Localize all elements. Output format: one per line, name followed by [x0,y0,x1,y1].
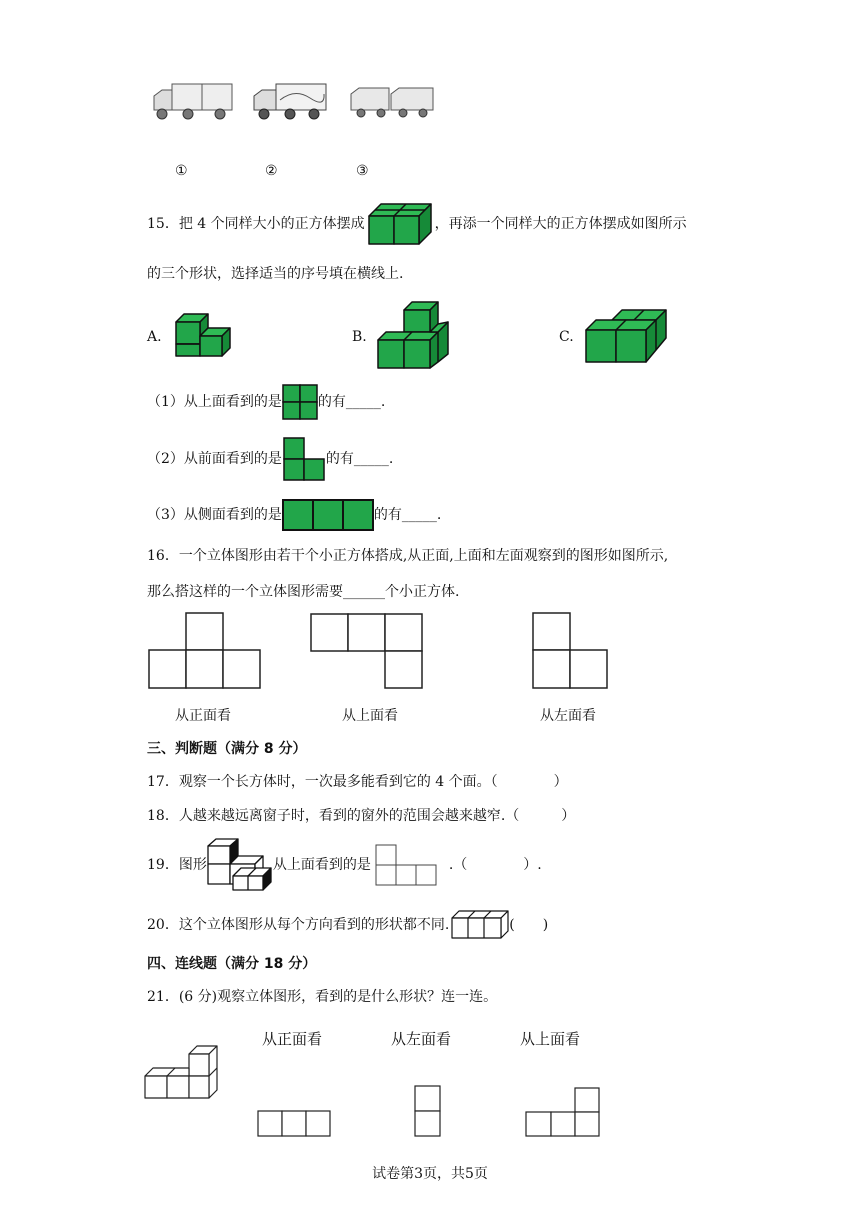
truck-label-3: ③ [356,163,369,179]
q19-mid: 从上面看到的是 [272,857,371,873]
q18: 18．人越来越远离窗子时，看到的窗外的范围会越来越窄.（ ） [147,808,576,824]
q15-top-view-figure [282,384,318,420]
q19-top-view-figure [375,843,439,887]
q15-sub3 [147,499,441,531]
q15-line1 [147,202,687,246]
q19-pre: 19．图形 [147,857,207,873]
q19 [147,838,542,892]
q21-header-top: 从上面看 [520,1030,581,1048]
q21-view-option-3[interactable] [525,1087,601,1137]
section-3-heading: 三、判断题（满分 8 分） [147,741,307,757]
q15-sub2-pre: （2）从前面看到的是 [147,451,282,467]
q15-option-b-figure [376,298,452,370]
q15-text1: 15．把 4 个同样大小的正方体摆成 [147,216,365,232]
q21-view-option-1[interactable] [257,1110,331,1138]
q21-header-left: 从左面看 [391,1030,452,1048]
truck-label-1: ① [175,163,188,179]
q15-text3: 的三个形状，选择适当的序号填在横线上. [147,266,404,282]
q16-caption-front: 从正面看 [175,708,231,724]
q21-text: 21．(6 分)观察立体图形，看到的是什么形状？连一连。 [147,989,498,1005]
q20-post: ( ) [509,917,549,933]
section-4-heading: 四、连线题（满分 18 分） [147,956,317,972]
q15-option-b-label: B. [352,329,367,345]
q19-post: .（ ）. [448,857,542,873]
q15-option-a-figure [174,310,234,360]
q15-sub2 [147,437,393,481]
q21-view-option-2[interactable] [414,1085,442,1137]
q16-caption-top: 从上面看 [342,708,398,724]
q15-side-view-figure [282,499,374,531]
q15-option-c-figure [584,308,670,366]
truck-image-2 [250,80,330,122]
q15-sub1 [147,384,385,420]
q16-text2: 那么搭这样的一个立体图形需要______个小正方体. [147,584,460,600]
q15-front-view-figure [282,437,326,481]
q20-pre: 20．这个立体图形从每个方向看到的形状都不同. [147,917,450,933]
q16-top-view-figure [310,613,424,689]
q19-solid-figure [207,838,273,892]
q21-header-front: 从正面看 [262,1030,323,1048]
q15-sub1-post: 的有_____. [317,394,386,410]
page-footer: 试卷第3页，共5页 [372,1166,488,1182]
q17: 17．观察一个长方体时，一次最多能看到它的 4 个面。（ ） [147,774,568,790]
q15-sub3-post: 的有_____. [373,507,442,523]
truck-image-3 [347,82,437,120]
q20-solid-figure [451,910,509,940]
truck-image-1 [150,78,235,122]
q20 [147,910,548,940]
truck-label-2: ② [265,163,278,179]
q16-front-view-figure [148,612,262,690]
q15-sub3-pre: （3）从侧面看到的是 [147,507,282,523]
q21-solid-figure [143,1044,219,1100]
q15-text2: ，再添一个同样大的正方体摆成如图所示 [434,216,687,232]
q15-option-c-label: C. [559,329,574,345]
q16-left-view-figure [532,612,608,690]
q15-sub2-post: 的有_____. [325,451,394,467]
q15-sub1-pre: （1）从上面看到的是 [147,394,282,410]
q16-caption-left: 从左面看 [540,708,596,724]
q16-text1: 16．一个立体图形由若干个小正方体搭成,从正面,上面和左面观察到的图形如图所示, [147,548,669,564]
q15-option-a-label: A. [147,329,162,345]
q15-base-cube-figure [367,202,433,246]
